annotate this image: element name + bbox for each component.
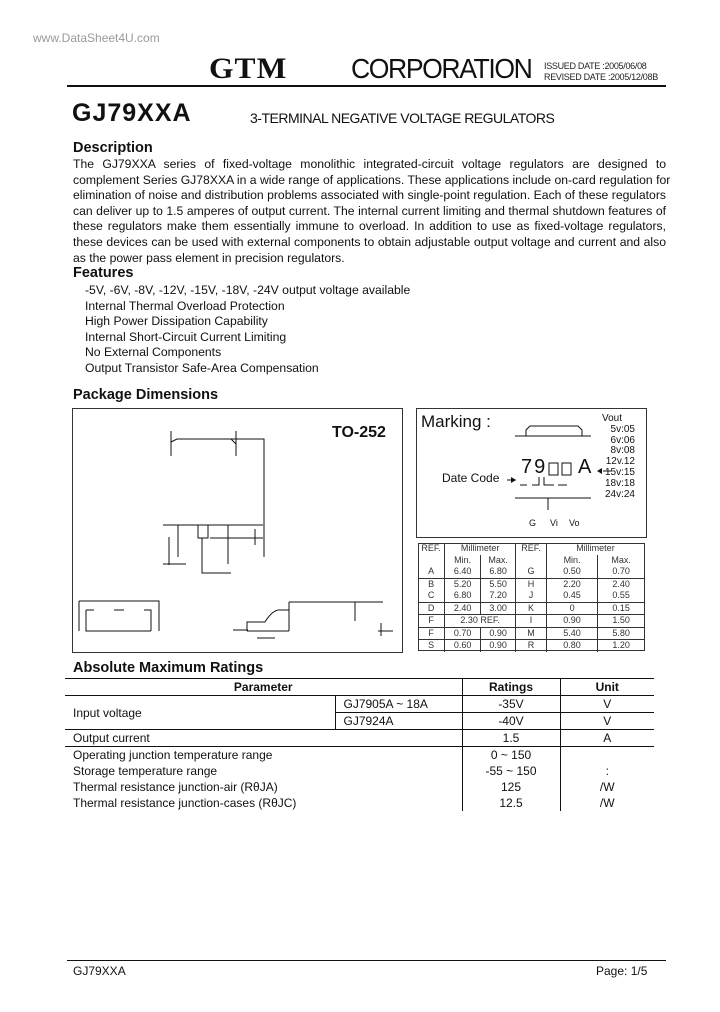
dimension-ref: S <box>418 640 445 652</box>
unit-header: Millimeter <box>576 543 615 554</box>
feature-item: No External Components <box>85 345 222 359</box>
dimension-ref: D <box>418 602 445 615</box>
package-drawing <box>72 408 403 653</box>
dimension-ref: K <box>516 602 547 615</box>
date-code-label: Date Code <box>442 471 500 485</box>
dimension-max: 2.40 <box>598 578 644 590</box>
feature-item: Internal Short-Circuit Current Limiting <box>85 329 287 344</box>
dimension-max: 1.50 <box>598 615 644 628</box>
dimension-ref: M <box>516 627 547 640</box>
dimension-ref: F <box>418 615 445 628</box>
parameter-name: Operating junction temperature range <box>73 748 273 762</box>
pin-label: Vi <box>550 518 558 528</box>
rating-value: 125 <box>462 779 560 795</box>
rating-value: -35V <box>462 696 560 713</box>
dimension-ref: R <box>516 640 547 652</box>
package-name: TO-252 <box>332 424 386 441</box>
company-name: CORPORATION <box>351 53 532 84</box>
feature-item: High Power Dissipation Capability <box>85 314 268 328</box>
dimension-ref: B <box>418 578 445 590</box>
dimension-max: 0.70 <box>598 566 644 578</box>
dimension-max: 0.90 <box>481 640 516 652</box>
unit-header: Millimeter <box>445 543 516 555</box>
marking-suffix: A <box>578 456 592 478</box>
unit-value <box>560 747 654 764</box>
unit-value: /W <box>599 780 615 794</box>
parameter-name: Thermal resistance junction-air (RθJA) <box>73 780 278 794</box>
dimension-min: 5.20 <box>453 578 472 589</box>
variant: GJ7924A <box>335 713 462 730</box>
watermark: www.DataSheet4U.com <box>33 31 160 45</box>
header-rule <box>67 85 666 87</box>
unit-value: V <box>603 697 612 711</box>
dimensions-table-border <box>418 543 645 651</box>
unit-value: A <box>603 731 612 745</box>
description-line: these devices can be used with external components to obtain adjustable output voltage and current and also <box>73 234 666 249</box>
dimension-ref: F <box>418 627 445 640</box>
dimension-min: 0.70 <box>445 627 481 640</box>
issued-date: ISSUED DATE :2005/06/08 <box>544 61 647 71</box>
ref-header: REF. <box>418 543 445 566</box>
description-line: complement Series GJ78XXA in a wide range of applications. These applications include on-card regulation for <box>73 172 671 187</box>
table-row <box>65 763 654 779</box>
description-line: as the power pass element in precision regulators. <box>73 250 345 265</box>
dimension-ref: G <box>516 566 547 578</box>
company-logo: GTM <box>209 52 288 85</box>
header-unit: Unit <box>595 680 619 694</box>
feature-item: Internal Thermal Overload Protection <box>85 298 285 313</box>
parameter-name: Output current <box>73 731 150 745</box>
feature-item: -5V, -6V, -8V, -12V, -15V, -18V, -24V output voltage available <box>85 283 411 297</box>
vout-code: 6v:06 <box>610 434 635 446</box>
description-line: can deliver up to 1.5 amperes of output current. The internal current limiting and thermal shutdown features of <box>73 203 666 218</box>
dimension-min: 0.50 <box>546 566 597 578</box>
pin-label: G <box>529 518 537 528</box>
rating-value: -40V <box>462 713 560 730</box>
dimension-ref: A <box>418 566 445 578</box>
max-header: Max. <box>481 555 516 567</box>
vout-code: 18v:18 <box>604 477 635 489</box>
vout-code: 5v:05 <box>610 423 635 435</box>
ratings-heading: Absolute Maximum Ratings <box>73 660 264 676</box>
dimension-ref: C <box>418 590 445 602</box>
unit-value: V <box>603 714 612 728</box>
dimension-min: 0.60 <box>453 640 472 651</box>
dimension-min: 6.40 <box>445 566 481 578</box>
dimension-min: 0.80 <box>563 640 581 651</box>
min-header: Min. <box>563 554 581 565</box>
dimension-max: 0.90 <box>481 627 516 640</box>
dimension-value: 2.30 REF. <box>445 615 516 628</box>
footer-rule <box>67 960 666 961</box>
dimension-max: 7.20 <box>481 590 516 602</box>
dimension-ref: I <box>516 615 547 628</box>
description-heading: Description <box>73 140 153 156</box>
dimension-max: 5.80 <box>598 627 644 640</box>
rating-value: 1.5 <box>462 730 560 747</box>
dimension-max: 1.20 <box>598 640 644 652</box>
part-number: GJ79XXA <box>72 99 192 127</box>
ref-header: REF. <box>516 543 547 566</box>
page-number: Page: 1/5 <box>596 964 648 978</box>
min-header: Min. <box>454 554 472 565</box>
vout-code: 8v:08 <box>610 445 635 457</box>
dimension-min: 2.20 <box>563 578 581 589</box>
feature-item: Output Transistor Safe-Area Compensation <box>85 360 319 375</box>
ratings-table <box>65 678 654 811</box>
rating-value: -55 ~ 150 <box>462 763 560 779</box>
header-ratings: Ratings <box>462 679 560 696</box>
dimension-ref: H <box>516 578 547 590</box>
dimension-ref: J <box>516 590 547 602</box>
revised-date: REVISED DATE :2005/12/08B <box>544 72 658 82</box>
dimension-min: 0.45 <box>546 590 597 602</box>
vout-code: 12v.12 <box>605 456 635 468</box>
features-heading: Features <box>73 265 134 281</box>
dimension-max: 5.50 <box>481 578 516 590</box>
description-line: these regulators make them essentially immune to overload. In addition to use as fixed-voltage regulators, <box>73 219 666 234</box>
rating-value: 0 ~ 150 <box>462 747 560 764</box>
marking-code: 79 <box>521 456 548 478</box>
parameter-name: Thermal resistance junction-cases (RθJC) <box>73 796 297 810</box>
dimension-min: 0 <box>546 602 597 615</box>
dimension-min: 0.90 <box>546 615 597 628</box>
description-text <box>73 157 671 266</box>
footer-part: GJ79XXA <box>73 964 126 978</box>
table-row <box>65 730 654 747</box>
vout-label: Vout <box>602 413 623 424</box>
dimension-max: 0.55 <box>598 590 644 602</box>
marking-label: Marking : <box>421 412 491 431</box>
vout-code: 15v:15 <box>604 466 635 478</box>
dimension-min: 6.80 <box>445 590 481 602</box>
max-header: Max. <box>598 555 644 567</box>
table-row <box>65 696 654 713</box>
header-parameter: Parameter <box>65 679 462 696</box>
parameter-name: Storage temperature range <box>73 764 218 778</box>
pin-label: Vo <box>569 518 580 528</box>
features-list <box>85 283 410 376</box>
marking-box <box>416 408 647 538</box>
table-row <box>65 747 654 764</box>
document-dates <box>544 61 658 83</box>
unit-value: /W <box>599 796 615 810</box>
dimension-min: 2.40 <box>445 602 481 615</box>
unit-value: : <box>605 764 609 778</box>
vout-code: 24v:24 <box>604 488 635 500</box>
document-subtitle: 3-TERMINAL NEGATIVE VOLTAGE REGULATORS <box>250 110 555 126</box>
dimension-max: 3.00 <box>481 602 516 615</box>
package-heading: Package Dimensions <box>73 387 219 403</box>
rating-value: 12.5 <box>462 795 560 811</box>
parameter-input-voltage: Input voltage <box>65 696 335 730</box>
package-outline-drawing <box>73 409 403 653</box>
description-line: The GJ79XXA series of fixed-voltage monolithic integrated-circuit voltage regulators are designed to <box>73 157 666 171</box>
dimension-max: 6.80 <box>481 566 516 578</box>
table-row <box>65 779 654 795</box>
description-line: elimination of noise and distribution problems associated with single-point regulation. Each of these regulators <box>73 188 666 203</box>
dimension-min: 5.40 <box>546 627 597 640</box>
vout-list <box>602 414 635 500</box>
variant: GJ7905A ~ 18A <box>335 696 462 713</box>
table-row <box>65 795 654 811</box>
dimension-max: 0.15 <box>598 602 644 615</box>
